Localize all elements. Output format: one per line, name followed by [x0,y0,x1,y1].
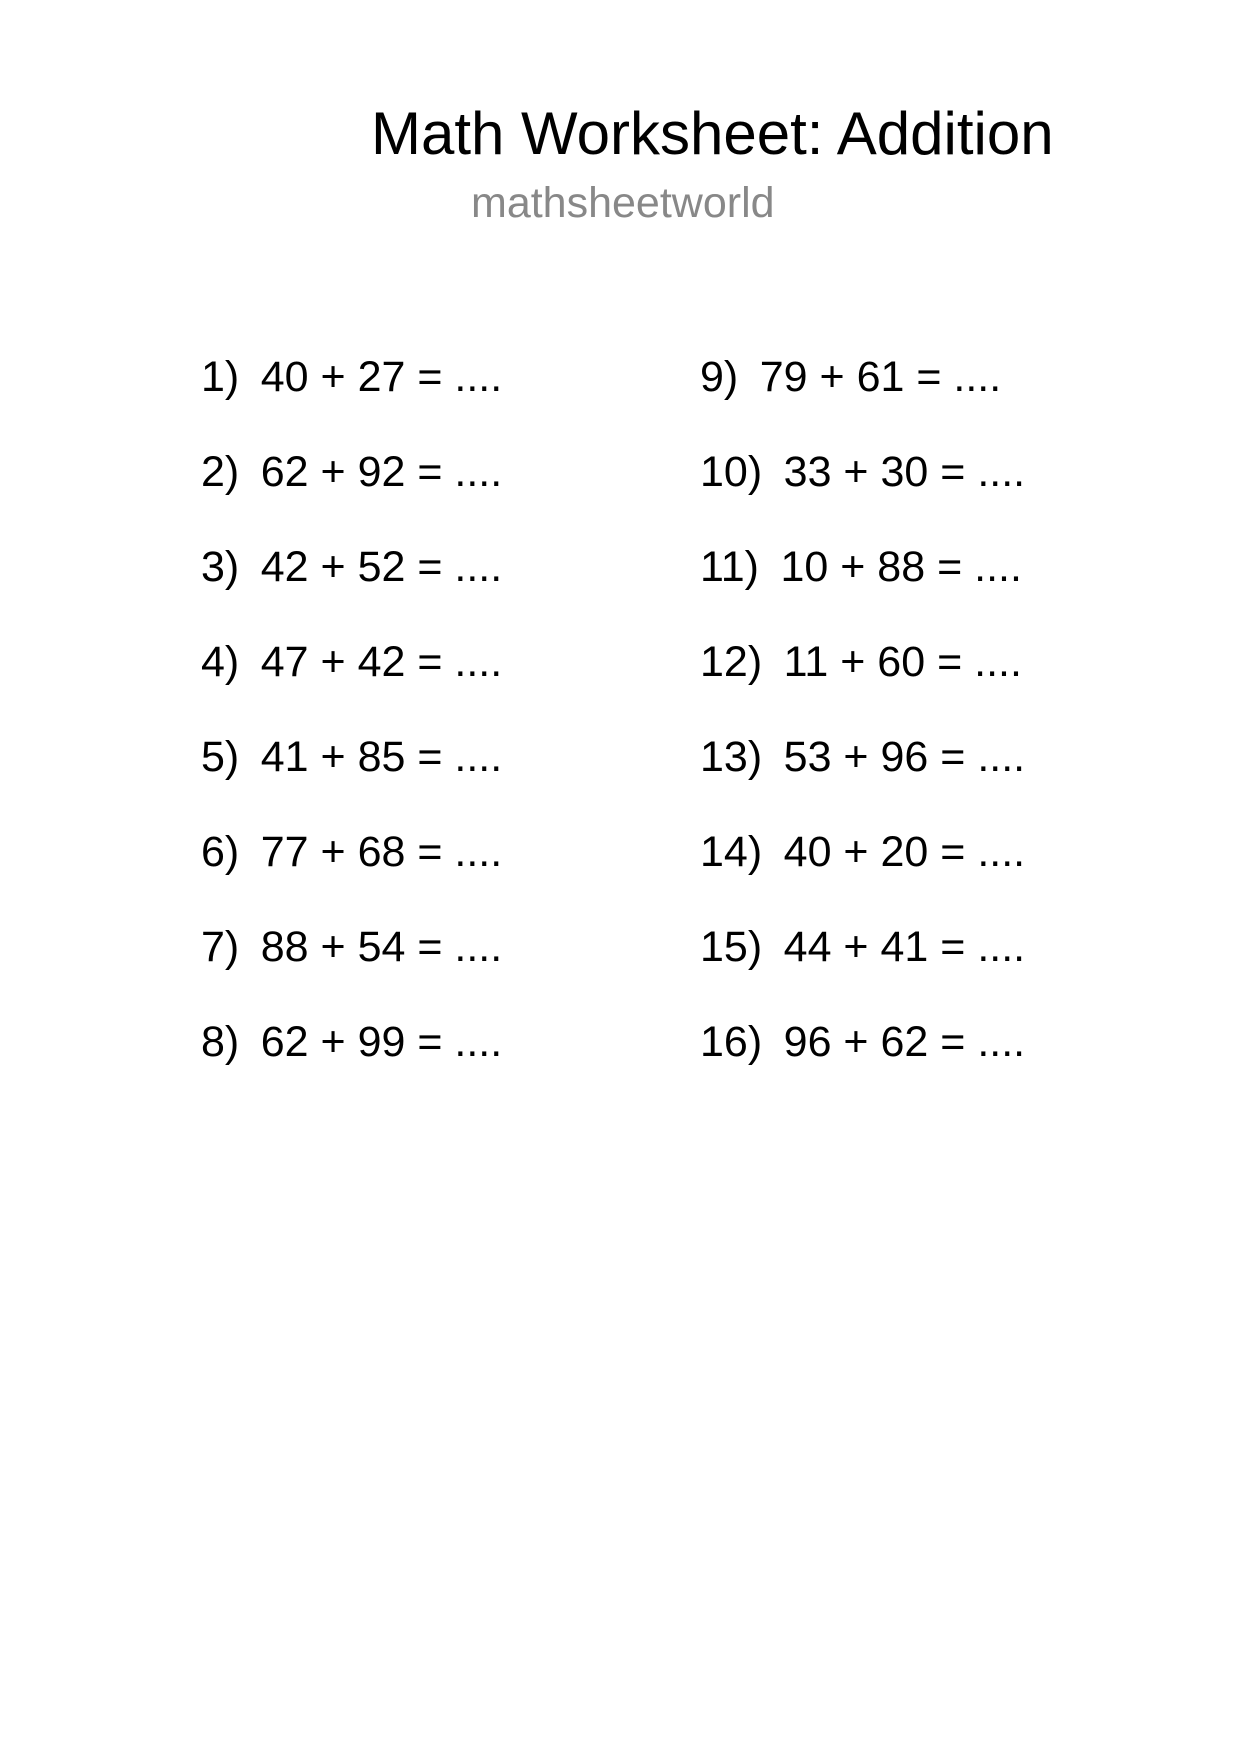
problem-item [201,1017,502,1067]
problem-item [700,542,1022,592]
problem-number: 7) [201,923,240,971]
problem-number: 5) [201,733,240,781]
problem-expression: 77 + 68 = .... [260,828,503,876]
problem-expression: 79 + 61 = .... [759,353,1002,401]
problem-item [700,827,1025,877]
problem-expression: 96 + 62 = .... [783,1018,1026,1066]
problem-number: 1) [201,353,240,401]
problem-expression: 62 + 92 = .... [260,448,503,496]
problem-number: 16) [700,1018,763,1066]
problem-expression: 62 + 99 = .... [260,1018,503,1066]
problem-item [201,922,502,972]
problem-item [700,922,1025,972]
problem-item [700,447,1025,497]
problem-number: 9) [700,353,739,401]
problem-number: 11) [700,543,759,591]
problem-expression: 40 + 27 = .... [260,353,503,401]
problem-number: 3) [201,543,240,591]
problem-expression: 44 + 41 = .... [783,923,1026,971]
problem-number: 8) [201,1018,240,1066]
problem-item [201,732,502,782]
problem-expression: 11 + 60 = .... [783,638,1022,686]
problem-expression: 41 + 85 = .... [260,733,503,781]
problem-item [201,637,502,687]
problem-item [201,447,502,497]
problem-expression: 42 + 52 = .... [260,543,503,591]
worksheet-subtitle: mathsheetworld [471,179,775,227]
problem-expression: 47 + 42 = .... [260,638,503,686]
problem-item [201,542,502,592]
problem-expression: 40 + 20 = .... [783,828,1026,876]
problem-expression: 53 + 96 = .... [783,733,1026,781]
problem-number: 12) [700,638,763,686]
worksheet-title: Math Worksheet: Addition [371,100,1054,167]
problem-item [201,827,502,877]
problem-item [700,637,1022,687]
problem-item [700,732,1025,782]
problem-number: 13) [700,733,763,781]
problem-item [201,352,502,402]
problem-expression: 10 + 88 = .... [780,543,1022,591]
problem-item [700,352,1001,402]
problem-number: 2) [201,448,240,496]
problem-number: 10) [700,448,763,496]
problem-expression: 88 + 54 = .... [260,923,503,971]
problem-item [700,1017,1025,1067]
problem-number: 6) [201,828,240,876]
problem-number: 14) [700,828,763,876]
problem-expression: 33 + 30 = .... [783,448,1026,496]
problem-number: 15) [700,923,763,971]
problem-number: 4) [201,638,240,686]
